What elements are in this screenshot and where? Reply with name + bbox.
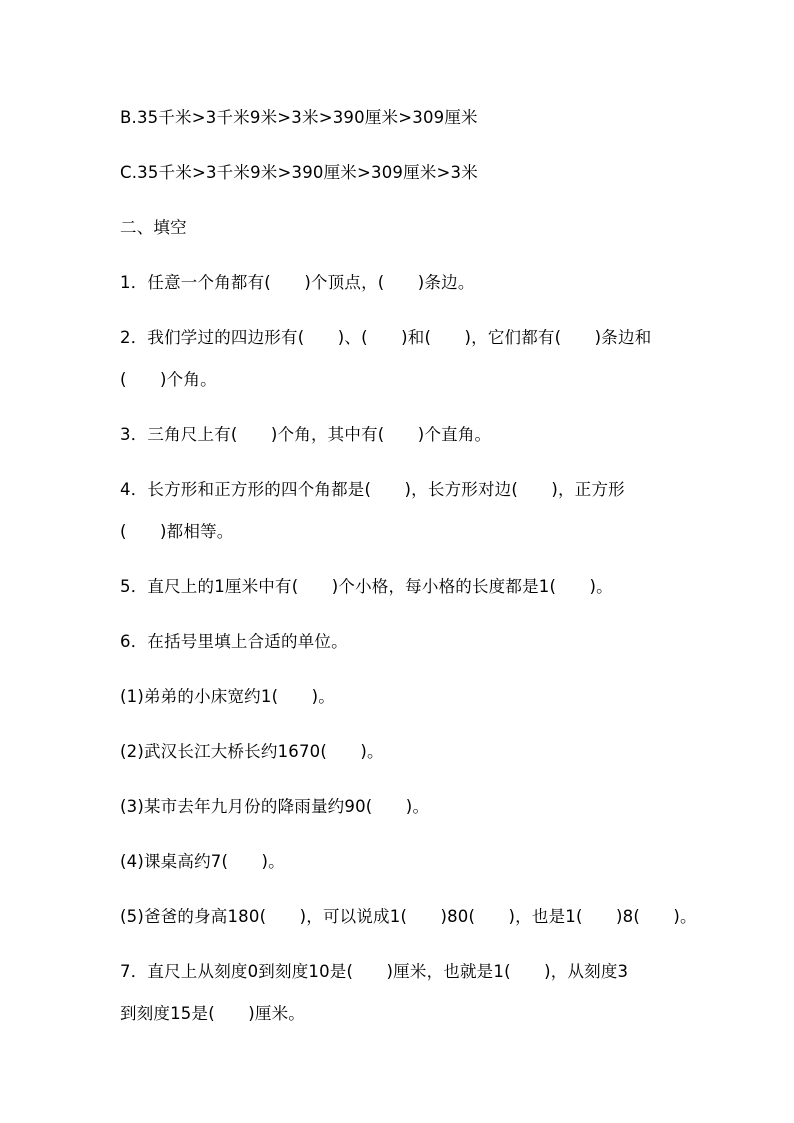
question-5: 5．直尺上的1厘米中有( )个小格，每小格的长度都是1( )。 bbox=[120, 577, 613, 596]
question-7-line-2: 到刻度15是( )厘米。 bbox=[120, 1004, 305, 1023]
question-4-line-2: ( )都相等。 bbox=[120, 522, 234, 541]
option-c: C.35千米>3千米9米>390厘米>309厘米>3米 bbox=[120, 163, 478, 182]
question-2-line-2: ( )个角。 bbox=[120, 370, 217, 389]
question-1: 1．任意一个角都有( )个顶点，( )条边。 bbox=[120, 273, 475, 292]
question-6-item-4: (4)课桌高约7( )。 bbox=[120, 852, 285, 871]
question-6-item-1: (1)弟弟的小床宽约1( )。 bbox=[120, 687, 335, 706]
question-4-line-1: 4．长方形和正方形的四个角都是( )，长方形对边( )，正方形 bbox=[120, 480, 625, 499]
question-7-line-1: 7．直尺上从刻度0到刻度10是( )厘米，也就是1( )，从刻度3 bbox=[120, 962, 629, 981]
question-6-item-2: (2)武汉长江大桥长约1670( )。 bbox=[120, 742, 384, 761]
option-b: B.35千米>3千米9米>3米>390厘米>309厘米 bbox=[120, 108, 478, 127]
question-6-item-3: (3)某市去年九月份的降雨量约90( )。 bbox=[120, 797, 430, 816]
question-6-item-5: (5)爸爸的身高180( )，可以说成1( )80( )，也是1( )8( )。 bbox=[120, 907, 697, 926]
question-3: 3．三角尺上有( )个角，其中有( )个直角。 bbox=[120, 425, 492, 444]
section-heading: 二、填空 bbox=[120, 218, 187, 237]
question-2-line-1: 2．我们学过的四边形有( )、( )和( )，它们都有( )条边和 bbox=[120, 328, 652, 347]
question-6: 6．在括号里填上合适的单位。 bbox=[120, 632, 348, 651]
